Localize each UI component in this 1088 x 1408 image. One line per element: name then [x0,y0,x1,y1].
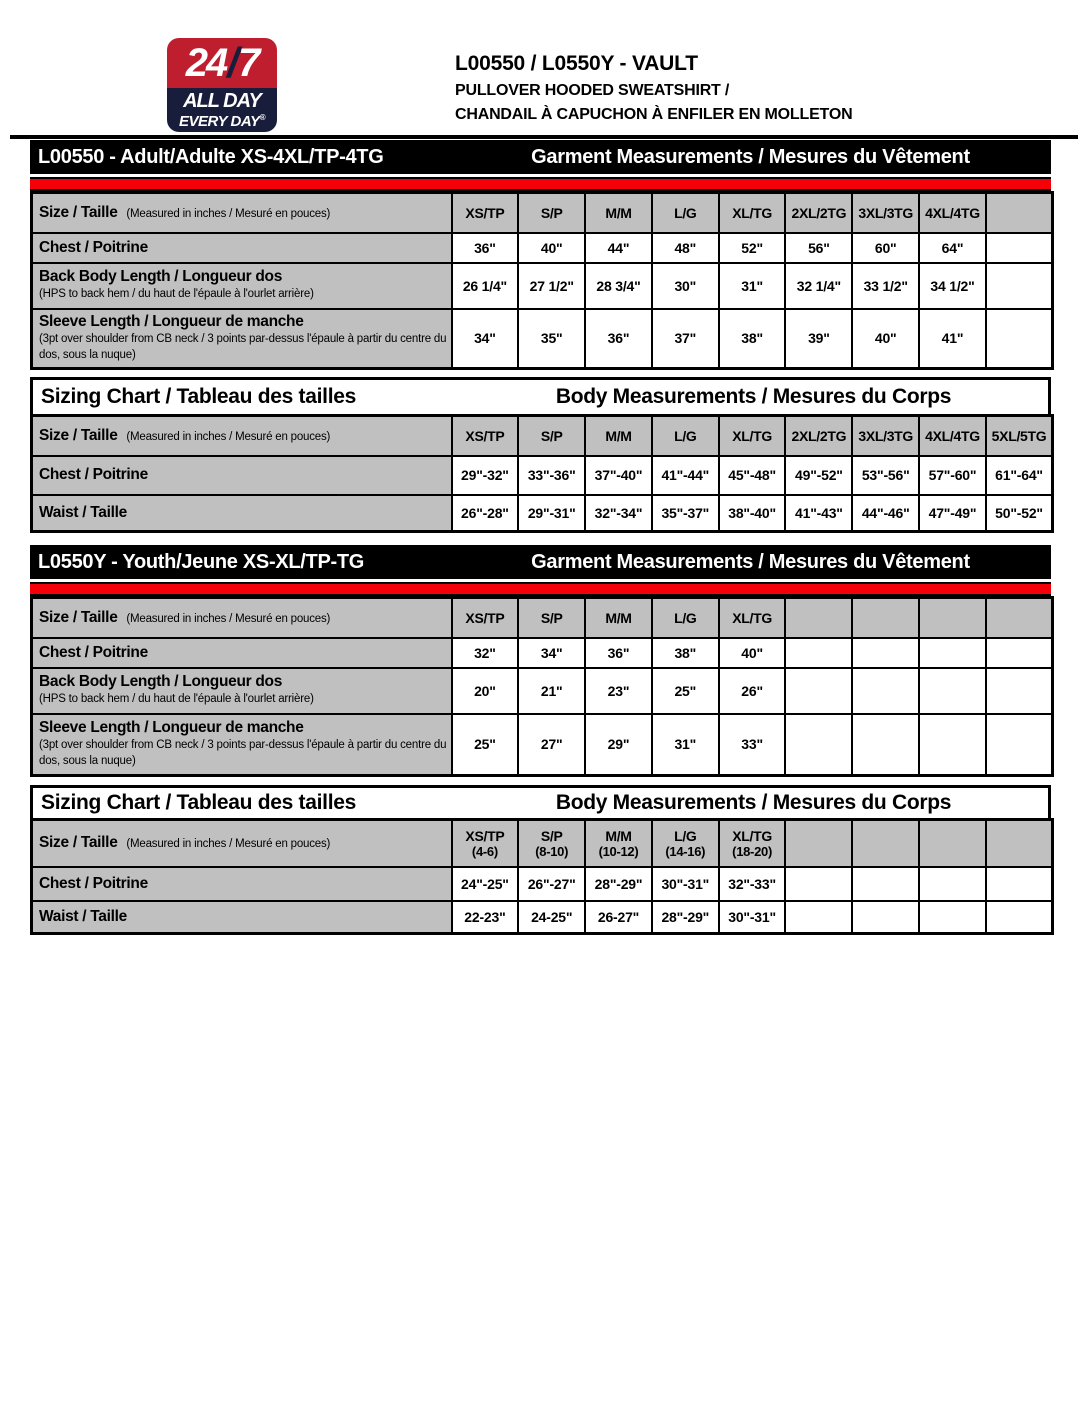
youth-garment-header-bar [30,545,1051,579]
measurement-row [32,309,1053,369]
value-cell: 48" [652,233,719,263]
size-column-header [719,416,786,456]
value-cell: 52" [719,233,786,263]
row-label-cell [32,233,452,263]
size-column-header [585,820,652,867]
size-name: XL/TG [732,609,772,626]
value-cell: 44"-46" [852,495,919,532]
size-header-row [32,416,1053,456]
value-cell [919,901,986,934]
value-cell: 35" [518,309,585,369]
value-cell: 30"-31" [719,901,786,934]
size-name: XL/TG [732,827,772,844]
row-label: Waist / Taille [39,907,127,925]
value-cell: 36" [452,233,519,263]
value-cell: 31" [652,714,719,776]
row-label-cell [32,668,452,714]
size-age-range: (18-20) [732,843,772,859]
size-column-header [852,416,919,456]
table-title: L00550 - Adult/Adulte XS-4XL/TP-4TG [38,145,384,168]
value-cell: 33 1/2" [852,263,919,309]
value-cell: 27" [518,714,585,776]
size-column-header [652,416,719,456]
document-header [455,52,852,124]
value-cell: 41" [919,309,986,369]
red-stripe [30,582,1051,596]
size-label-cell [32,193,452,233]
size-column-header [919,820,986,867]
value-cell [986,263,1053,309]
value-cell: 24-25" [518,901,585,934]
value-cell: 32" [452,638,519,668]
value-cell: 22-23" [452,901,519,934]
registered-mark: ® [259,113,265,122]
size-name: L/G [674,204,697,221]
size-name: 4XL/4TG [925,204,980,221]
row-label-cell [32,309,452,369]
logo-all-day: ALL DAY [183,90,261,112]
youth-garment-grid [30,596,1054,777]
size-units-note: (Measured in inches / Mesuré en pouces) [126,838,331,851]
measurement-row [32,901,1053,934]
header-divider [10,135,1078,139]
value-cell: 57"-60" [919,456,986,495]
youth-garment-table [30,545,1051,777]
size-column-header [986,193,1053,233]
row-label: Chest / Poitrine [39,466,148,483]
adult-garment-grid [30,191,1054,370]
adult-body-header-bar [30,377,1051,414]
value-cell [986,714,1053,776]
value-cell: 26" [719,668,786,714]
value-cell: 34" [518,638,585,668]
value-cell: 28"-29" [652,901,719,934]
size-name: XS/TP [465,204,505,221]
size-column-header [785,598,852,638]
value-cell: 50"-52" [986,495,1053,532]
size-column-header [719,820,786,867]
logo-7: 7 [237,40,259,85]
value-cell: 40" [518,233,585,263]
value-cell: 30" [652,263,719,309]
size-header-row [32,820,1053,867]
value-cell: 37" [652,309,719,369]
size-header-row [32,598,1053,638]
value-cell: 36" [585,638,652,668]
size-header-row [32,193,1053,233]
size-column-header [986,820,1053,867]
table-subtitle: Body Measurements / Mesures du Corps [555,791,952,814]
size-name: 4XL/4TG [925,427,980,444]
value-cell: 20" [452,668,519,714]
table-subtitle: Garment Measurements / Mesures du Vêtement [531,550,970,573]
size-column-header [652,193,719,233]
size-column-header [919,598,986,638]
value-cell [852,638,919,668]
value-cell: 27 1/2" [518,263,585,309]
value-cell [986,867,1053,901]
size-column-header [719,598,786,638]
size-name: L/G [674,427,697,444]
table-title: Sizing Chart / Tableau des tailles [41,385,356,408]
size-column-header [452,598,519,638]
row-note: (3pt over shoulder from CB neck / 3 points par-dessus l'épaule à partir du centre du dos, sous la nuque) [39,739,447,767]
value-cell [785,668,852,714]
value-cell: 24"-25" [452,867,519,901]
size-name: L/G [674,827,697,844]
row-label-cell [32,263,452,309]
size-column-header [452,820,519,867]
size-column-header [852,598,919,638]
value-cell [852,714,919,776]
value-cell: 25" [652,668,719,714]
product-title: L00550 / L0550Y - VAULT [455,52,698,75]
value-cell [919,668,986,714]
size-name: S/P [540,827,563,844]
product-subtitle-fr: CHANDAIL À CAPUCHON À ENFILER EN MOLLETON [455,106,853,123]
row-label-cell [32,714,452,776]
value-cell: 34 1/2" [919,263,986,309]
row-label-cell [32,495,452,532]
value-cell: 26 1/4" [452,263,519,309]
product-subtitle-en: PULLOVER HOODED SWEATSHIRT / [455,82,730,99]
value-cell: 56" [785,233,852,263]
size-units-note: (Measured in inches / Mesuré en pouces) [126,430,331,443]
size-age-range: (10-12) [598,843,639,859]
value-cell: 38" [652,638,719,668]
value-cell: 60" [852,233,919,263]
value-cell [986,668,1053,714]
value-cell: 34" [452,309,519,369]
value-cell: 33" [719,714,786,776]
size-label: Size / Taille [39,203,118,221]
size-column-header [652,598,719,638]
value-cell: 35"-37" [652,495,719,532]
size-column-header [986,598,1053,638]
size-column-header [919,193,986,233]
value-cell [919,714,986,776]
size-label: Size / Taille [39,426,118,444]
row-label: Sleeve Length / Longueur de manche [39,313,304,331]
row-label: Back Body Length / Longueur dos [39,673,283,691]
logo-every-day-text: EVERY DAY [179,113,260,130]
value-cell: 39" [785,309,852,369]
value-cell [852,867,919,901]
red-stripe [30,177,1051,191]
size-age-range: (8-10) [535,843,569,859]
size-name: M/M [605,427,632,444]
size-column-header [518,820,585,867]
row-label: Chest / Poitrine [39,874,148,892]
youth-body-grid [30,818,1054,935]
size-column-header [986,416,1053,456]
measurement-row [32,233,1053,263]
size-column-header [518,416,585,456]
size-name: XL/TG [732,427,772,444]
size-name: 2XL/2TG [791,204,847,221]
size-name: L/G [674,609,697,626]
value-cell: 32 1/4" [785,263,852,309]
value-cell [986,901,1053,934]
size-column-header [719,193,786,233]
size-age-range: (14-16) [665,843,706,859]
row-label-cell [32,867,452,901]
size-name: XS/TP [465,827,505,844]
size-column-header [585,416,652,456]
value-cell: 40" [719,638,786,668]
size-age-range: (4-6) [471,843,498,859]
row-note: (3pt over shoulder from CB neck / 3 points par-dessus l'épaule à partir du centre du dos, sous la nuque) [39,333,447,361]
size-name: M/M [605,609,632,626]
size-column-header [585,193,652,233]
row-label: Waist / Taille [39,503,127,521]
value-cell: 26"-28" [452,495,519,532]
value-cell: 45"-48" [719,456,786,495]
size-label-cell [32,598,452,638]
adult-body-grid [30,414,1054,533]
value-cell [785,901,852,934]
measurement-row [32,638,1053,668]
row-note: (HPS to back hem / du haut de l'épaule à l'ourlet arrière) [39,288,314,301]
brand-logo-24-7 [167,38,277,132]
size-column-header [785,820,852,867]
value-cell: 30"-31" [652,867,719,901]
row-note: (HPS to back hem / du haut de l'épaule à l'ourlet arrière) [39,693,314,706]
value-cell: 64" [919,233,986,263]
size-name: XS/TP [465,609,505,626]
size-column-header [785,416,852,456]
value-cell: 47"-49" [919,495,986,532]
value-cell: 53"-56" [852,456,919,495]
value-cell: 36" [585,309,652,369]
value-cell [785,714,852,776]
value-cell: 38"-40" [719,495,786,532]
row-label: Chest / Poitrine [39,643,148,661]
size-column-header [585,598,652,638]
size-name: S/P [540,427,563,444]
size-name: S/P [540,204,563,221]
row-label-cell [32,456,452,495]
table-subtitle: Garment Measurements / Mesures du Vêtement [531,145,970,168]
logo-24-7-badge [167,38,277,88]
value-cell: 26-27" [585,901,652,934]
size-column-header [852,193,919,233]
measurement-row [32,867,1053,901]
value-cell: 33"-36" [518,456,585,495]
row-label-cell [32,638,452,668]
size-column-header [852,820,919,867]
value-cell: 44" [585,233,652,263]
size-label-cell [32,820,452,867]
value-cell: 40" [852,309,919,369]
size-column-header [785,193,852,233]
logo-24: 24 [185,40,227,85]
value-cell: 32"-34" [585,495,652,532]
value-cell: 28"-29" [585,867,652,901]
value-cell: 21" [518,668,585,714]
youth-body-header-bar [30,785,1051,818]
size-column-header [919,416,986,456]
value-cell [986,638,1053,668]
size-name: S/P [540,609,563,626]
value-cell [785,867,852,901]
measurement-row [32,714,1053,776]
value-cell: 25" [452,714,519,776]
table-title: L0550Y - Youth/Jeune XS-XL/TP-TG [38,550,365,573]
size-name: M/M [605,827,632,844]
value-cell [852,668,919,714]
value-cell: 38" [719,309,786,369]
row-label: Sleeve Length / Longueur de manche [39,719,304,737]
value-cell: 41"-43" [785,495,852,532]
value-cell [785,638,852,668]
row-label: Chest / Poitrine [39,238,148,256]
logo-all-day-badge [167,88,277,132]
value-cell: 31" [719,263,786,309]
value-cell [852,901,919,934]
row-label-cell [32,901,452,934]
value-cell: 49"-52" [785,456,852,495]
measurement-row [32,495,1053,532]
size-label-cell [32,416,452,456]
value-cell [986,309,1053,369]
size-name: 3XL/3TG [858,427,914,444]
size-name: XS/TP [465,427,505,444]
value-cell: 29" [585,714,652,776]
size-name: 3XL/3TG [858,204,914,221]
size-column-header [652,820,719,867]
value-cell [919,867,986,901]
size-column-header [452,193,519,233]
size-name: 2XL/2TG [791,427,847,444]
adult-body-table [30,377,1051,533]
adult-garment-header-bar [30,140,1051,174]
value-cell: 37"-40" [585,456,652,495]
value-cell: 61"-64" [986,456,1053,495]
value-cell: 41"-44" [652,456,719,495]
size-name: 5XL/5TG [991,427,1047,444]
size-units-note: (Measured in inches / Mesuré en pouces) [126,207,331,220]
logo-every-day [167,114,277,129]
size-name: M/M [605,204,632,221]
measurement-row [32,263,1053,309]
size-label: Size / Taille [39,608,118,626]
size-column-header [518,598,585,638]
value-cell [986,233,1053,263]
size-column-header [452,416,519,456]
value-cell: 29"-32" [452,456,519,495]
table-subtitle: Body Measurements / Mesures du Corps [555,385,952,408]
value-cell: 23" [585,668,652,714]
size-column-header [518,193,585,233]
size-units-note: (Measured in inches / Mesuré en pouces) [126,612,331,625]
size-label: Size / Taille [39,834,118,852]
measurement-row [32,456,1053,495]
adult-garment-table [30,140,1051,370]
value-cell: 28 3/4" [585,263,652,309]
value-cell: 29"-31" [518,495,585,532]
value-cell [919,638,986,668]
youth-body-table [30,785,1051,935]
row-label: Back Body Length / Longueur dos [39,268,283,286]
table-title: Sizing Chart / Tableau des tailles [41,791,356,814]
measurement-row [32,668,1053,714]
value-cell: 32"-33" [719,867,786,901]
value-cell: 26"-27" [518,867,585,901]
logo-slash: / [227,39,237,86]
size-name: XL/TG [732,204,772,221]
